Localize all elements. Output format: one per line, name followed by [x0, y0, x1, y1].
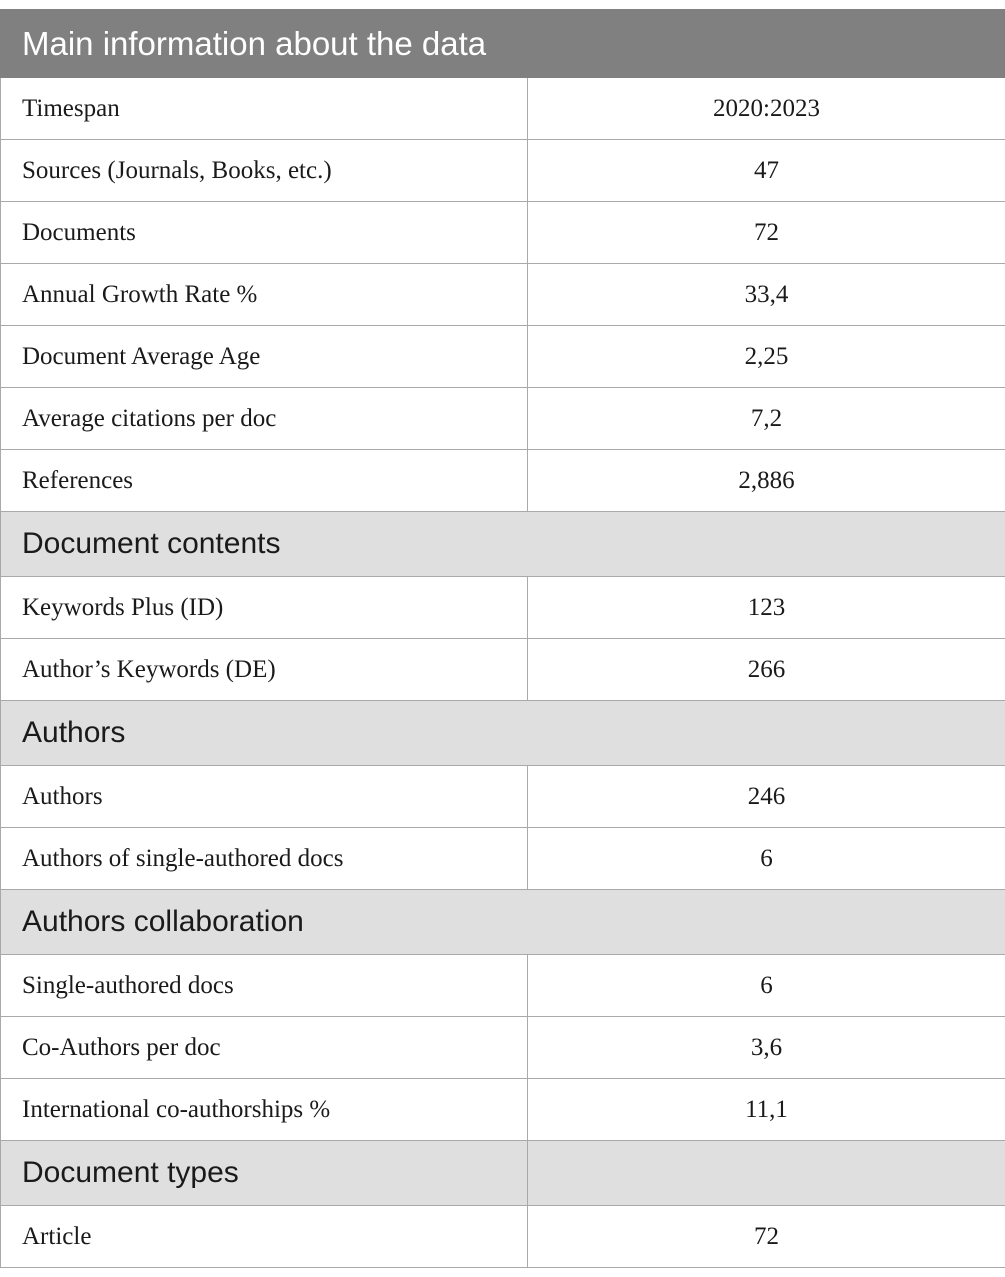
row-value: 2020:2023: [528, 78, 1005, 140]
table-row: [1, 1079, 1005, 1141]
row-label: Average citations per doc: [1, 388, 528, 450]
table-row: [1, 388, 1005, 450]
row-value: 47: [528, 140, 1005, 202]
section-heading: Document contents: [1, 512, 1005, 577]
table-row: [1, 828, 1005, 890]
table-row: [1, 1017, 1005, 1079]
row-value: 266: [528, 639, 1005, 701]
row-value: 33,4: [528, 264, 1005, 326]
row-label: Sources (Journals, Books, etc.): [1, 140, 528, 202]
row-value: 3,6: [528, 1017, 1005, 1079]
table-row: [1, 766, 1005, 828]
row-value: 2,886: [528, 450, 1005, 512]
row-label: Authors: [1, 766, 528, 828]
main-information-table: [0, 9, 1005, 1268]
row-label: International co-authorships %: [1, 1079, 528, 1141]
row-value: 72: [528, 1206, 1005, 1268]
table-row: [1, 78, 1005, 140]
table-row: [1, 264, 1005, 326]
section-header-document-contents: [1, 512, 1005, 577]
row-value: 6: [528, 955, 1005, 1017]
section-header-document-types: [1, 1141, 1005, 1206]
table-row: [1, 639, 1005, 701]
row-label: Document Average Age: [1, 326, 528, 388]
table-row: [1, 450, 1005, 512]
table-row: [1, 577, 1005, 639]
row-value: 72: [528, 202, 1005, 264]
section-heading: Authors collaboration: [1, 890, 1005, 955]
row-value: 6: [528, 828, 1005, 890]
section-header-authors-collaboration: [1, 890, 1005, 955]
section-heading-empty-cell: [528, 1141, 1005, 1206]
row-label: Keywords Plus (ID): [1, 577, 528, 639]
table-row: [1, 140, 1005, 202]
row-label: Author’s Keywords (DE): [1, 639, 528, 701]
row-label: References: [1, 450, 528, 512]
row-label: Documents: [1, 202, 528, 264]
row-label: Annual Growth Rate %: [1, 264, 528, 326]
row-label: Co-Authors per doc: [1, 1017, 528, 1079]
section-heading: Document types: [1, 1141, 528, 1206]
table-row: [1, 1206, 1005, 1268]
row-value: 2,25: [528, 326, 1005, 388]
table-title-row: [1, 10, 1005, 78]
section-header-authors: [1, 701, 1005, 766]
table-row: [1, 326, 1005, 388]
table-row: [1, 955, 1005, 1017]
table-row: [1, 202, 1005, 264]
row-label: Authors of single-authored docs: [1, 828, 528, 890]
row-value: 123: [528, 577, 1005, 639]
row-label: Article: [1, 1206, 528, 1268]
section-heading: Authors: [1, 701, 1005, 766]
row-label: Single-authored docs: [1, 955, 528, 1017]
table-title: Main information about the data: [1, 10, 1005, 78]
row-label: Timespan: [1, 78, 528, 140]
row-value: 246: [528, 766, 1005, 828]
row-value: 11,1: [528, 1079, 1005, 1141]
row-value: 7,2: [528, 388, 1005, 450]
